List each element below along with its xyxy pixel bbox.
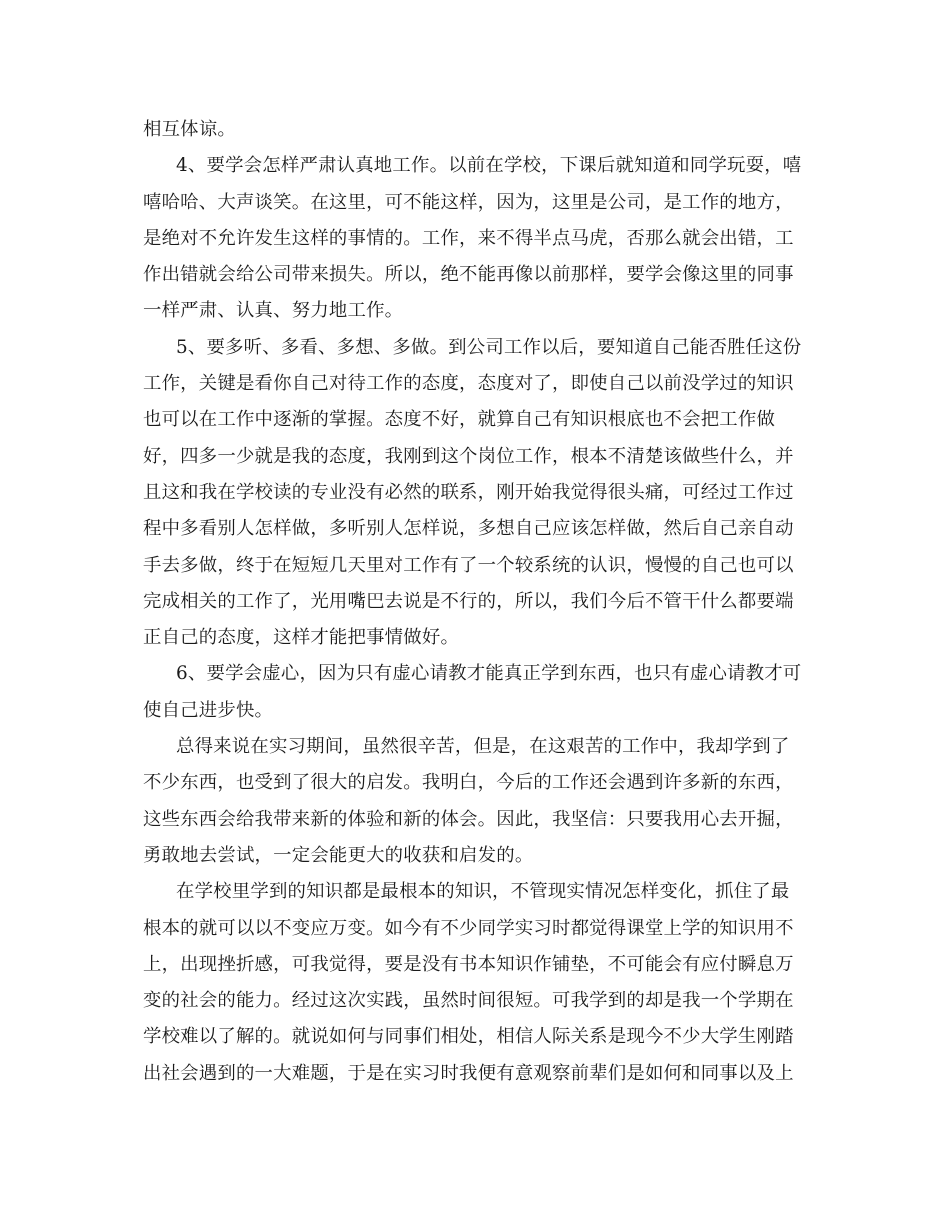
text-line: 手去多做，终于在短短几天里对工作有了一个较系统的认识，慢慢的自己也可以 [143,554,794,576]
paragraph-first-line: 总得来说在实习期间，虽然很辛苦，但是，在这艰苦的工作中，我却学到了 [176,736,790,758]
paragraph-first-line: 4、要学会怎样严肃认真地工作。以前在学校，下课后就知道和同学玩耍，嘻 [176,155,802,177]
text-line: 好，四多一少就是我的态度，我刚到这个岗位工作，根本不清楚该做些什么，并 [143,445,794,467]
text-line: 也可以在工作中逐渐的掌握。态度不好，就算自己有知识根底也不会把工作做 [143,409,776,431]
paragraph-first-line: 在学校里学到的知识都是最根本的知识，不管现实情况怎样变化，抓住了最 [176,881,790,903]
text-line: 程中多看别人怎样做，多听别人怎样说，多想自己应该怎样做，然后自己亲自动 [143,518,794,540]
text-line: 完成相关的工作了，光用嘴巴去说是不行的，所以，我们今后不管干什么都要端 [143,590,794,612]
text-line: 这些东西会给我带来新的体验和新的体会。因此，我坚信：只要我用心去开掘， [143,808,794,830]
text-line: 使自己进步快。 [143,699,274,721]
text-line: 学校难以了解的。就说如何与同事们相处，相信人际关系是现今不少大学生刚踏 [143,1026,794,1048]
text-line: 工作，关键是看你自己对待工作的态度，态度对了，即使自己以前没学过的知识 [143,373,794,395]
text-line: 嘻哈哈、大声谈笑。在这里，可不能这样，因为，这里是公司，是工作的地方， [143,191,794,213]
document-body [143,112,808,1092]
text-line: 勇敢地去尝试，一定会能更大的收获和启发的。 [143,844,534,866]
text-line: 上，出现挫折感，可我觉得，要是没有书本知识作铺垫，不可能会有应付瞬息万 [143,953,794,975]
text-line: 不少东西，也受到了很大的启发。我明白，今后的工作还会遇到许多新的东西， [143,772,794,794]
text-line: 变的社会的能力。经过这次实践，虽然时间很短。可我学到的却是我一个学期在 [143,990,794,1012]
text-line: 正自己的态度，这样才能把事情做好。 [143,627,460,649]
text-line: 根本的就可以以不变应万变。如今有不少同学实习时都觉得课堂上学的知识用不 [143,917,794,939]
text-line: 且这和我在学校读的专业没有必然的联系，刚开始我觉得很头痛，可经过工作过 [143,481,794,503]
paragraph-first-line: 6、要学会虚心，因为只有虚心请教才能真正学到东西，也只有虚心请教才可 [176,663,802,685]
text-line: 一样严肃、认真、努力地工作。 [143,300,404,322]
text-line: 作出错就会给公司带来损失。所以，绝不能再像以前那样，要学会像这里的同事 [143,264,794,286]
text-line: 相互体谅。 [143,119,236,140]
paragraph-first-line: 5、要多听、多看、多想、多做。到公司工作以后，要知道自己能否胜任这份 [176,336,802,358]
text-line: 是绝对不允许发生这样的事情的。工作，来不得半点马虎，否那么就会出错，工 [143,227,794,249]
text-line: 出社会遇到的一大难题，于是在实习时我便有意观察前辈们是如何和同事以及上 [143,1062,794,1084]
